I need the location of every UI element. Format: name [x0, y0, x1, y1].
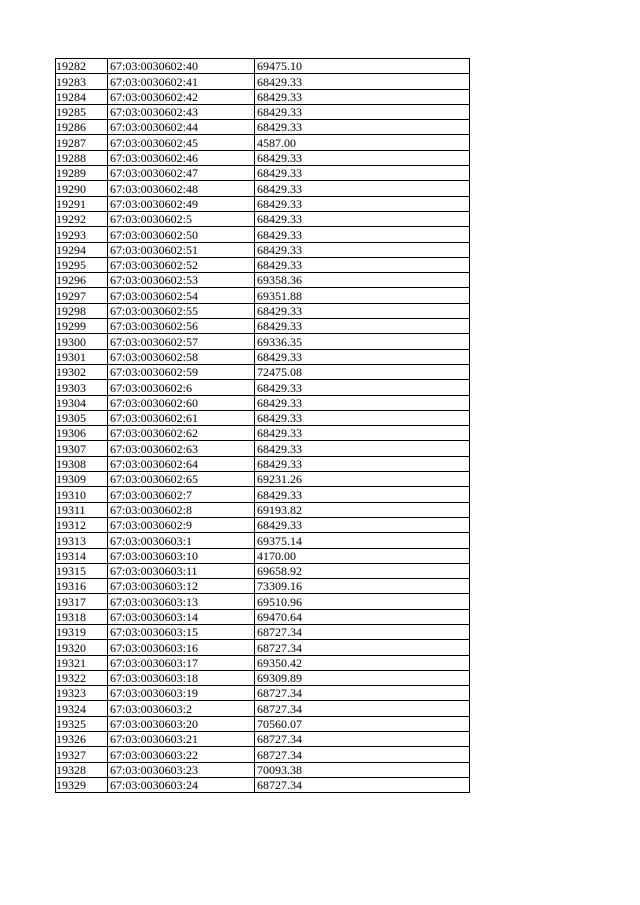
cadastral-number-cell: 67:03:0030603:11 — [108, 563, 255, 578]
cadastral-number-cell: 67:03:0030602:7 — [108, 487, 255, 502]
row-number-cell: 19282 — [56, 59, 108, 74]
row-number-cell: 19303 — [56, 380, 108, 395]
row-number-cell: 19318 — [56, 609, 108, 624]
row-number-cell: 19298 — [56, 303, 108, 318]
cadastral-number-cell: 67:03:0030602:60 — [108, 395, 255, 410]
cadastral-value-cell: 68429.33 — [255, 426, 470, 441]
row-number-cell: 19324 — [56, 701, 108, 716]
cadastral-value-cell: 4587.00 — [255, 135, 470, 150]
cadastral-value-cell: 68429.33 — [255, 303, 470, 318]
table-row — [56, 395, 470, 410]
cadastral-number-cell: 67:03:0030602:56 — [108, 319, 255, 334]
cadastral-number-cell: 67:03:0030602:59 — [108, 364, 255, 379]
table-row — [56, 349, 470, 364]
cadastral-value-cell: 68429.33 — [255, 227, 470, 242]
row-number-cell: 19310 — [56, 487, 108, 502]
row-number-cell: 19307 — [56, 441, 108, 456]
cadastral-number-cell: 67:03:0030603:20 — [108, 716, 255, 731]
table-row — [56, 74, 470, 89]
cadastral-number-cell: 67:03:0030603:22 — [108, 747, 255, 762]
row-number-cell: 19284 — [56, 89, 108, 104]
cadastral-number-cell: 67:03:0030603:21 — [108, 732, 255, 747]
cadastral-value-cell: 68429.33 — [255, 456, 470, 471]
row-number-cell: 19316 — [56, 579, 108, 594]
table-row — [56, 472, 470, 487]
cadastral-number-cell: 67:03:0030602:65 — [108, 472, 255, 487]
cadastral-number-cell: 67:03:0030602:43 — [108, 104, 255, 119]
cadastral-number-cell: 67:03:0030602:46 — [108, 150, 255, 165]
row-number-cell: 19299 — [56, 319, 108, 334]
cadastral-number-cell: 67:03:0030603:19 — [108, 686, 255, 701]
table-row — [56, 487, 470, 502]
row-number-cell: 19329 — [56, 777, 108, 792]
row-number-cell: 19313 — [56, 533, 108, 548]
table-row — [56, 120, 470, 135]
cadastral-number-cell: 67:03:0030602:51 — [108, 242, 255, 257]
cadastral-value-cell: 68429.33 — [255, 150, 470, 165]
cadastral-number-cell: 67:03:0030603:13 — [108, 594, 255, 609]
table-row — [56, 441, 470, 456]
table-row — [56, 211, 470, 226]
row-number-cell: 19323 — [56, 686, 108, 701]
cadastral-value-cell: 4170.00 — [255, 548, 470, 563]
table-row — [56, 533, 470, 548]
cadastral-number-cell: 67:03:0030602:6 — [108, 380, 255, 395]
cadastral-value-cell: 68429.33 — [255, 517, 470, 532]
cadastral-number-cell: 67:03:0030602:57 — [108, 334, 255, 349]
row-number-cell: 19327 — [56, 747, 108, 762]
row-number-cell: 19293 — [56, 227, 108, 242]
cadastral-number-cell: 67:03:0030603:2 — [108, 701, 255, 716]
cadastral-value-cell: 69470.64 — [255, 609, 470, 624]
cadastral-value-cell: 69193.82 — [255, 502, 470, 517]
table-row — [56, 609, 470, 624]
cadastral-value-cell: 69475.10 — [255, 59, 470, 74]
cadastral-value-cell: 68429.33 — [255, 380, 470, 395]
row-number-cell: 19300 — [56, 334, 108, 349]
row-number-cell: 19328 — [56, 762, 108, 777]
table-row — [56, 135, 470, 150]
cadastral-number-cell: 67:03:0030603:15 — [108, 624, 255, 639]
table-row — [56, 410, 470, 425]
cadastral-number-cell: 67:03:0030603:16 — [108, 640, 255, 655]
cadastral-value-cell: 68727.34 — [255, 747, 470, 762]
table-row — [56, 670, 470, 685]
cadastral-number-cell: 67:03:0030603:17 — [108, 655, 255, 670]
cadastral-value-cell: 68727.34 — [255, 624, 470, 639]
cadastral-number-cell: 67:03:0030602:64 — [108, 456, 255, 471]
table-row — [56, 517, 470, 532]
cadastral-value-cell: 68429.33 — [255, 319, 470, 334]
cadastral-value-cell: 68429.33 — [255, 395, 470, 410]
cadastral-value-cell: 68727.34 — [255, 777, 470, 792]
row-number-cell: 19325 — [56, 716, 108, 731]
cadastral-value-cell: 68727.34 — [255, 732, 470, 747]
row-number-cell: 19317 — [56, 594, 108, 609]
row-number-cell: 19292 — [56, 211, 108, 226]
row-number-cell: 19287 — [56, 135, 108, 150]
table-body — [56, 59, 470, 793]
cadastral-number-cell: 67:03:0030602:47 — [108, 166, 255, 181]
row-number-cell: 19304 — [56, 395, 108, 410]
cadastral-number-cell: 67:03:0030602:53 — [108, 273, 255, 288]
cadastral-number-cell: 67:03:0030602:54 — [108, 288, 255, 303]
table-row — [56, 181, 470, 196]
cadastral-value-cell: 70093.38 — [255, 762, 470, 777]
table-row — [56, 364, 470, 379]
cadastral-value-cell: 68429.33 — [255, 120, 470, 135]
row-number-cell: 19296 — [56, 273, 108, 288]
cadastral-number-cell: 67:03:0030602:55 — [108, 303, 255, 318]
cadastral-value-cell: 68727.34 — [255, 701, 470, 716]
cadastral-value-cell: 68429.33 — [255, 487, 470, 502]
table-row — [56, 150, 470, 165]
cadastral-value-cell: 69336.35 — [255, 334, 470, 349]
table-row — [56, 104, 470, 119]
table-row — [56, 319, 470, 334]
cadastral-value-cell: 68429.33 — [255, 104, 470, 119]
cadastral-number-cell: 67:03:0030602:42 — [108, 89, 255, 104]
table-row — [56, 777, 470, 792]
row-number-cell: 19314 — [56, 548, 108, 563]
cadastral-value-cell: 69375.14 — [255, 533, 470, 548]
cadastral-value-cell: 68429.33 — [255, 74, 470, 89]
cadastral-value-cell: 68429.33 — [255, 211, 470, 226]
row-number-cell: 19311 — [56, 502, 108, 517]
table-row — [56, 655, 470, 670]
row-number-cell: 19291 — [56, 196, 108, 211]
cadastral-number-cell: 67:03:0030603:14 — [108, 609, 255, 624]
cadastral-value-cell: 73309.16 — [255, 579, 470, 594]
table-row — [56, 747, 470, 762]
cadastral-number-cell: 67:03:0030602:62 — [108, 426, 255, 441]
cadastral-number-cell: 67:03:0030602:58 — [108, 349, 255, 364]
row-number-cell: 19322 — [56, 670, 108, 685]
cadastral-value-cell: 68429.33 — [255, 196, 470, 211]
cadastral-number-cell: 67:03:0030603:23 — [108, 762, 255, 777]
row-number-cell: 19297 — [56, 288, 108, 303]
cadastral-number-cell: 67:03:0030603:18 — [108, 670, 255, 685]
cadastral-value-cell: 69350.42 — [255, 655, 470, 670]
cadastral-number-cell: 67:03:0030602:45 — [108, 135, 255, 150]
table-row — [56, 594, 470, 609]
row-number-cell: 19283 — [56, 74, 108, 89]
cadastral-number-cell: 67:03:0030602:8 — [108, 502, 255, 517]
cadastral-value-cell: 69358.36 — [255, 273, 470, 288]
table-row — [56, 288, 470, 303]
cadastral-value-cell: 69231.26 — [255, 472, 470, 487]
cadastral-value-cell: 68727.34 — [255, 640, 470, 655]
row-number-cell: 19289 — [56, 166, 108, 181]
table-row — [56, 89, 470, 104]
cadastral-number-cell: 67:03:0030603:1 — [108, 533, 255, 548]
table-row — [56, 227, 470, 242]
row-number-cell: 19312 — [56, 517, 108, 532]
table-row — [56, 380, 470, 395]
cadastral-number-cell: 67:03:0030602:61 — [108, 410, 255, 425]
row-number-cell: 19309 — [56, 472, 108, 487]
row-number-cell: 19294 — [56, 242, 108, 257]
table-row — [56, 732, 470, 747]
cadastral-value-cell: 68429.33 — [255, 242, 470, 257]
cadastral-value-cell: 69309.89 — [255, 670, 470, 685]
row-number-cell: 19302 — [56, 364, 108, 379]
table-row — [56, 762, 470, 777]
table-row — [56, 701, 470, 716]
cadastral-value-cell: 68429.33 — [255, 181, 470, 196]
row-number-cell: 19290 — [56, 181, 108, 196]
cadastral-value-cell: 69658.92 — [255, 563, 470, 578]
row-number-cell: 19315 — [56, 563, 108, 578]
cadastral-value-cell: 68429.33 — [255, 441, 470, 456]
cadastral-number-cell: 67:03:0030602:44 — [108, 120, 255, 135]
table-row — [56, 548, 470, 563]
cadastral-number-cell: 67:03:0030602:41 — [108, 74, 255, 89]
cadastral-number-cell: 67:03:0030602:5 — [108, 211, 255, 226]
table-row — [56, 257, 470, 272]
row-number-cell: 19285 — [56, 104, 108, 119]
table-row — [56, 166, 470, 181]
row-number-cell: 19288 — [56, 150, 108, 165]
cadastral-value-cell: 68429.33 — [255, 410, 470, 425]
cadastral-number-cell: 67:03:0030603:24 — [108, 777, 255, 792]
cadastral-value-cell: 68429.33 — [255, 166, 470, 181]
cadastral-number-cell: 67:03:0030603:12 — [108, 579, 255, 594]
table-row — [56, 456, 470, 471]
table-row — [56, 59, 470, 74]
cadastral-value-table — [55, 58, 470, 793]
row-number-cell: 19319 — [56, 624, 108, 639]
cadastral-number-cell: 67:03:0030602:63 — [108, 441, 255, 456]
table-row — [56, 563, 470, 578]
table-row — [56, 334, 470, 349]
table-row — [56, 579, 470, 594]
cadastral-number-cell: 67:03:0030602:9 — [108, 517, 255, 532]
row-number-cell: 19320 — [56, 640, 108, 655]
row-number-cell: 19306 — [56, 426, 108, 441]
row-number-cell: 19295 — [56, 257, 108, 272]
cadastral-number-cell: 67:03:0030602:48 — [108, 181, 255, 196]
table-row — [56, 640, 470, 655]
cadastral-number-cell: 67:03:0030603:10 — [108, 548, 255, 563]
cadastral-number-cell: 67:03:0030602:50 — [108, 227, 255, 242]
cadastral-value-cell: 72475.08 — [255, 364, 470, 379]
table-row — [56, 502, 470, 517]
table-row — [56, 303, 470, 318]
cadastral-value-cell: 70560.07 — [255, 716, 470, 731]
cadastral-value-cell: 68429.33 — [255, 89, 470, 104]
table-row — [56, 624, 470, 639]
row-number-cell: 19308 — [56, 456, 108, 471]
cadastral-value-cell: 68429.33 — [255, 349, 470, 364]
row-number-cell: 19305 — [56, 410, 108, 425]
row-number-cell: 19301 — [56, 349, 108, 364]
table-row — [56, 242, 470, 257]
cadastral-value-cell: 68429.33 — [255, 257, 470, 272]
cadastral-number-cell: 67:03:0030602:49 — [108, 196, 255, 211]
table-row — [56, 426, 470, 441]
table-row — [56, 686, 470, 701]
row-number-cell: 19326 — [56, 732, 108, 747]
table-row — [56, 273, 470, 288]
cadastral-value-cell: 69510.96 — [255, 594, 470, 609]
cadastral-value-cell: 69351.88 — [255, 288, 470, 303]
cadastral-number-cell: 67:03:0030602:40 — [108, 59, 255, 74]
table-row — [56, 196, 470, 211]
cadastral-value-cell: 68727.34 — [255, 686, 470, 701]
cadastral-number-cell: 67:03:0030602:52 — [108, 257, 255, 272]
table-row — [56, 716, 470, 731]
row-number-cell: 19286 — [56, 120, 108, 135]
row-number-cell: 19321 — [56, 655, 108, 670]
